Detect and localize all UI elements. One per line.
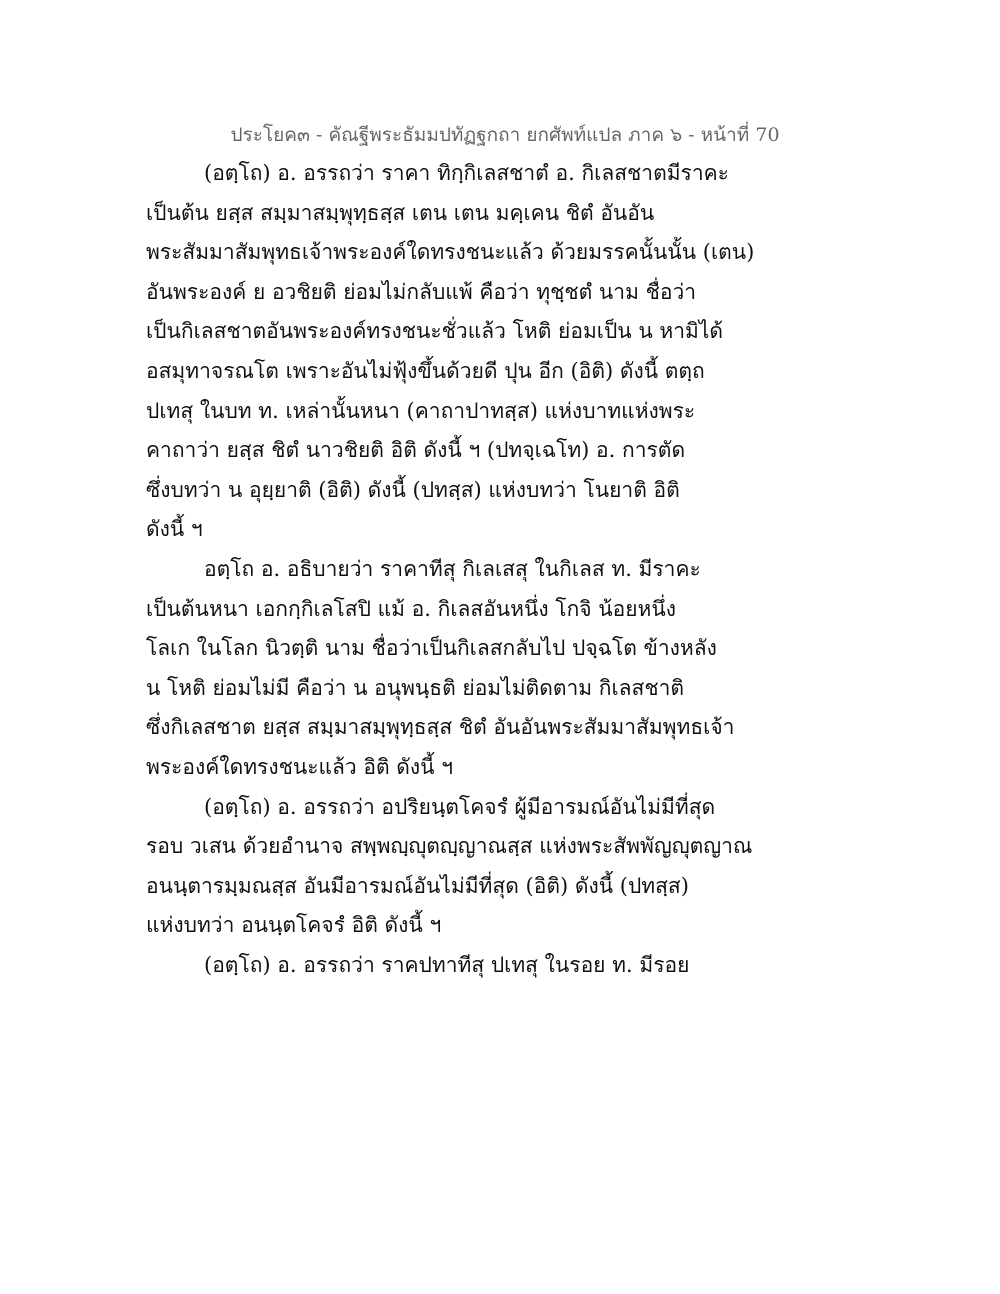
text-line: รอบ วเสน ด้วยอำนาจ สพฺพญฺญุตญฺญาณสฺส แห่งพระสัพพัญญุตญาณ [146, 834, 753, 859]
text-line: ซึ่งกิเลสชาต ยสฺส สมฺมาสมฺพุทฺธสฺส ชิตํ อันอันพระสัมมาสัมพุทธเจ้า [146, 715, 735, 740]
text-line: พระสัมมาสัมพุทธเจ้าพระองค์ใดทรงชนะแล้ว ด้วยมรรคนั้นนั้น (เตน) [146, 240, 755, 265]
text-line: อนนฺตารมฺมณสฺส อันมีอารมณ์อันไม่มีที่สุด (อิติ) ดังนี้ (ปทสฺส) [146, 873, 689, 898]
text-line: เป็นต้น ยสฺส สมฺมาสมฺพุทฺธสฺส เตน เตน มคฺเคน ชิตํ อันอัน [146, 200, 655, 225]
text-line: โลเก ในโลก นิวตฺติ นาม ชื่อว่าเป็นกิเลสกลับไป ปจฺฉโต ข้างหลัง [146, 636, 717, 661]
text-line: (อตฺโถ) อ. อรรถว่า อปริยนฺตโคจรํ ผู้มีอารมณ์อันไม่มีที่สุด [204, 794, 716, 819]
text-line: คาถาว่า ยสฺส ชิตํ นาวชิยติ อิติ ดังนี้ ฯ (ปทจฺเฉโท) อ. การตัด [146, 438, 686, 463]
text-line: ซึ่งบทว่า น อุยฺยาติ (อิติ) ดังนี้ (ปทสฺส) แห่งบทว่า โนยาติ อิติ [146, 477, 680, 502]
text-line: อสมุทาจรณโต เพราะอันไม่ฟุ้งขึ้นด้วยดี ปุน อีก (อิติ) ดังนี้ ตตฺถ [146, 358, 705, 383]
page-header: ประโยค๓ - คัณฐีพระธัมมปทัฏฐกถา ยกศัพท์แปล ภาค ๖ - หน้าที่ 70 [230, 124, 780, 146]
text-line: (อตฺโถ) อ. อรรถว่า ราคา ทิกฺกิเลสชาตํ อ. กิเลสชาตมีราคะ [204, 161, 729, 185]
text-line: แห่งบทว่า อนนฺตโคจรํ อิติ ดังนี้ ฯ [146, 913, 442, 938]
text-line: ปเทสุ ในบท ท. เหล่านั้นหนา (คาถาปาทสฺส) แห่งบาทแห่งพระ [146, 398, 696, 423]
text-line: เป็นต้นหนา เอกกฺกิเลโสปิ แม้ อ. กิเลสอันหนึ่ง โกจิ น้อยหนึ่ง [146, 596, 676, 621]
text-line: อันพระองค์ ย อวชิยติ ย่อมไม่กลับแพ้ คือว่า ทุชฺชตํ นาม ชื่อว่า [146, 279, 697, 304]
text-line: น โหติ ย่อมไม่มี คือว่า น อนุพนฺธติ ย่อมไม่ติดตาม กิเลสชาติ [146, 675, 685, 700]
text-line: ดังนี้ ฯ [146, 517, 203, 542]
text-line: อตฺโถ อ. อธิบายว่า ราคาทีสุ กิเลเสสุ ในกิเลส ท. มีราคะ [204, 556, 701, 581]
document-body [146, 154, 755, 985]
text-line: (อตฺโถ) อ. อรรถว่า ราคปทาทีสุ ปเทสุ ในรอย ท. มีรอย [204, 952, 690, 977]
text-line: พระองค์ใดทรงชนะแล้ว อิติ ดังนี้ ฯ [146, 754, 453, 779]
text-line: เป็นกิเลสชาตอันพระองค์ทรงชนะชั่วแล้ว โหติ ย่อมเป็น น หามิได้ [146, 319, 724, 344]
